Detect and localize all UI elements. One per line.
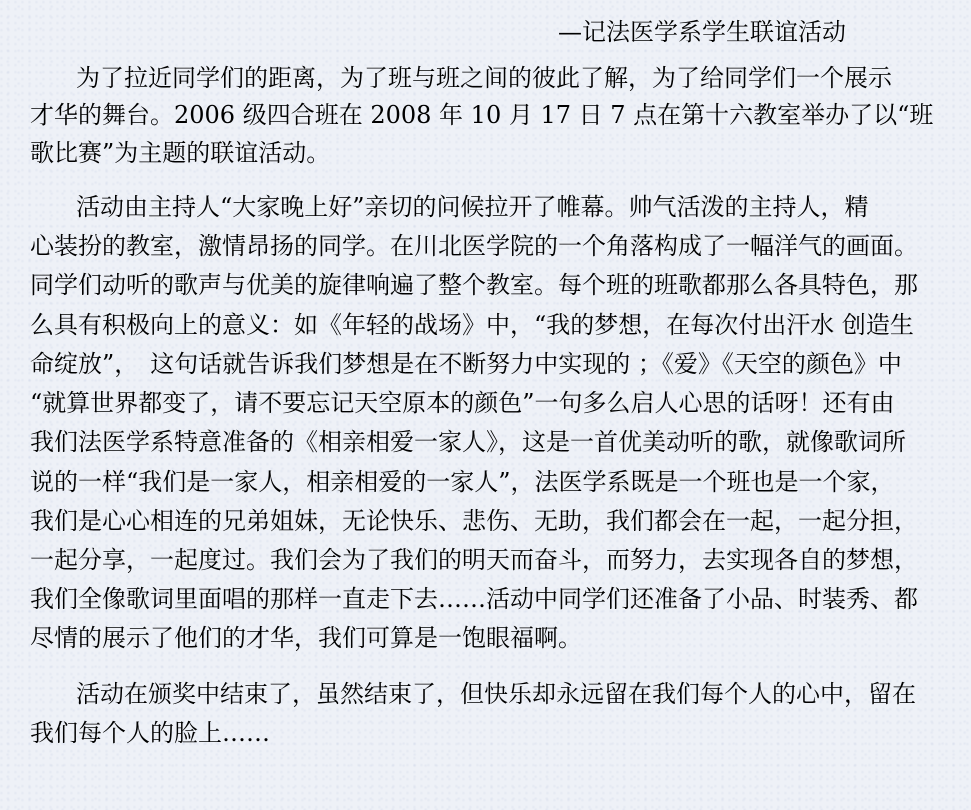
paragraph-line: 命绽放”， 这句话就告诉我们梦想是在不断努力中实现的 ；《爱》《天空的颜色》中 [30, 350, 902, 378]
paragraph-line: 活动由主持人“大家晚上好”亲切的问候拉开了帷幕。帅气活泼的主持人，精 [76, 193, 869, 221]
paragraph-line: “就算世界都变了，请不要忘记天空原本的颜色”一句多么启人心思的话呀！还有由 [30, 389, 895, 417]
paragraph-line: 说的一样“我们是一家人，相亲相爱的一家人”，法医学系既是一个班也是一个家， [30, 468, 895, 496]
paragraph-line: 我们全像歌词里面唱的那样一直走下去……活动中同学们还准备了小品、时装秀、都 [30, 585, 918, 613]
paragraph-line: 才华的舞台。2006 级四合班在 2008 年 10 月 17 日 7 点在第十六教室举办了以“班 [30, 101, 934, 129]
paragraph-line: 活动在颁奖中结束了，虽然结束了，但快乐却永远留在我们每个人的心中，留在 [76, 680, 916, 708]
document-subtitle: —记法医学系学生联谊活动 [558, 18, 846, 46]
paragraph-line: 为了拉近同学们的距离，为了班与班之间的彼此了解，为了给同学们一个展示 [76, 64, 892, 92]
paragraph-line: 一起分享，一起度过。我们会为了我们的明天而奋斗，而努力，去实现各自的梦想， [30, 546, 918, 574]
paragraph-line: 我们法医学系特意准备的《相亲相爱一家人》，这是一首优美动听的歌，就像歌词所 [30, 428, 906, 456]
paragraph-line: 歌比赛”为主题的联谊活动。 [30, 139, 331, 167]
paragraph-line: 心装扮的教室，激情昂扬的同学。在川北医学院的一个角落构成了一幅洋气的画面。 [30, 232, 918, 260]
paragraph-line: 我们是心心相连的兄弟姐妹，无论快乐、悲伤、无助，我们都会在一起，一起分担， [30, 507, 918, 535]
paragraph-line: 尽情的展示了他们的才华，我们可算是一饱眼福啊。 [30, 624, 582, 652]
paragraph-line: 我们每个人的脸上…… [30, 719, 270, 747]
paragraph-line: 么具有积极向上的意义：如《年轻的战场》中，“我的梦想，在每次付出汗水 创造生 [30, 311, 914, 339]
paragraph-line: 同学们动听的歌声与优美的旋律响遍了整个教室。每个班的班歌都那么各具特色，那 [30, 271, 918, 299]
